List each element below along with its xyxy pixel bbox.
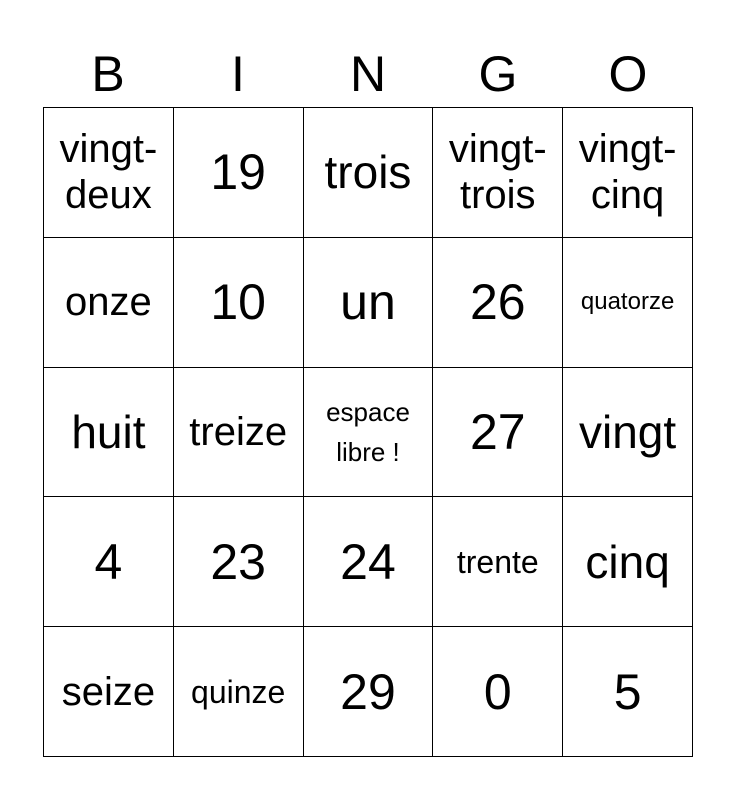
- bingo-cell-r5c3[interactable]: [304, 627, 434, 757]
- cell-label: onze: [65, 280, 152, 325]
- cell-label: vingt- trois: [448, 127, 547, 218]
- bingo-cell-r2c5[interactable]: [563, 238, 693, 368]
- bingo-cell-r3c3-free[interactable]: [304, 368, 434, 498]
- cell-label: 23: [210, 533, 266, 590]
- bingo-cell-r5c1[interactable]: [44, 627, 174, 757]
- free-space-label: espace libre !: [326, 396, 410, 467]
- cell-label: trois: [324, 146, 412, 199]
- bingo-cell-r3c5[interactable]: [563, 368, 693, 498]
- bingo-cell-r3c4[interactable]: [433, 368, 563, 498]
- cell-label: quinze: [191, 673, 286, 710]
- header-letter-n: N: [349, 46, 387, 102]
- bingo-cell-r4c1[interactable]: [44, 497, 174, 627]
- bingo-cell-r5c2[interactable]: [174, 627, 304, 757]
- cell-label: seize: [61, 669, 156, 714]
- cell-label: quatorze: [580, 288, 675, 316]
- bingo-cell-r3c1[interactable]: [44, 368, 174, 498]
- cell-label: un: [340, 274, 396, 331]
- bingo-cell-r2c2[interactable]: [174, 238, 304, 368]
- header-letter-b: B: [91, 46, 125, 102]
- cell-label: trente: [456, 543, 539, 580]
- cell-label: vingt- deux: [59, 127, 158, 218]
- cell-label: 0: [483, 663, 512, 720]
- bingo-cell-r2c3[interactable]: [304, 238, 434, 368]
- header-letter-i: I: [231, 46, 245, 102]
- cell-label: 29: [340, 663, 396, 720]
- header-letter-o: O: [608, 46, 648, 102]
- cell-label: 10: [210, 274, 266, 331]
- bingo-cell-r5c5[interactable]: [563, 627, 693, 757]
- bingo-header: [43, 40, 693, 108]
- header-letter-g: G: [478, 46, 518, 102]
- bingo-board: [43, 107, 693, 757]
- cell-label: 5: [613, 663, 642, 720]
- bingo-cell-r1c3[interactable]: [304, 108, 434, 238]
- bingo-cell-r1c2[interactable]: [174, 108, 304, 238]
- cell-label: 4: [94, 533, 123, 590]
- bingo-cell-r5c4[interactable]: [433, 627, 563, 757]
- bingo-cell-r3c2[interactable]: [174, 368, 304, 498]
- cell-label: treize: [189, 409, 288, 454]
- bingo-cell-r4c5[interactable]: [563, 497, 693, 627]
- cell-label: cinq: [585, 535, 670, 588]
- cell-label: 27: [469, 403, 526, 460]
- cell-label: huit: [71, 405, 146, 458]
- bingo-cell-r2c1[interactable]: [44, 238, 174, 368]
- bingo-cell-r4c3[interactable]: [304, 497, 434, 627]
- cell-label: vingt: [579, 405, 677, 458]
- cell-label: vingt- cinq: [578, 127, 677, 218]
- bingo-cell-r4c2[interactable]: [174, 497, 304, 627]
- cell-label: 19: [210, 144, 266, 201]
- bingo-cell-r1c4[interactable]: [433, 108, 563, 238]
- bingo-cell-r4c4[interactable]: [433, 497, 563, 627]
- bingo-cell-r2c4[interactable]: [433, 238, 563, 368]
- bingo-cell-r1c5[interactable]: [563, 108, 693, 238]
- cell-label: 24: [340, 533, 396, 590]
- cell-label: 26: [469, 274, 526, 331]
- bingo-cell-r1c1[interactable]: [44, 108, 174, 238]
